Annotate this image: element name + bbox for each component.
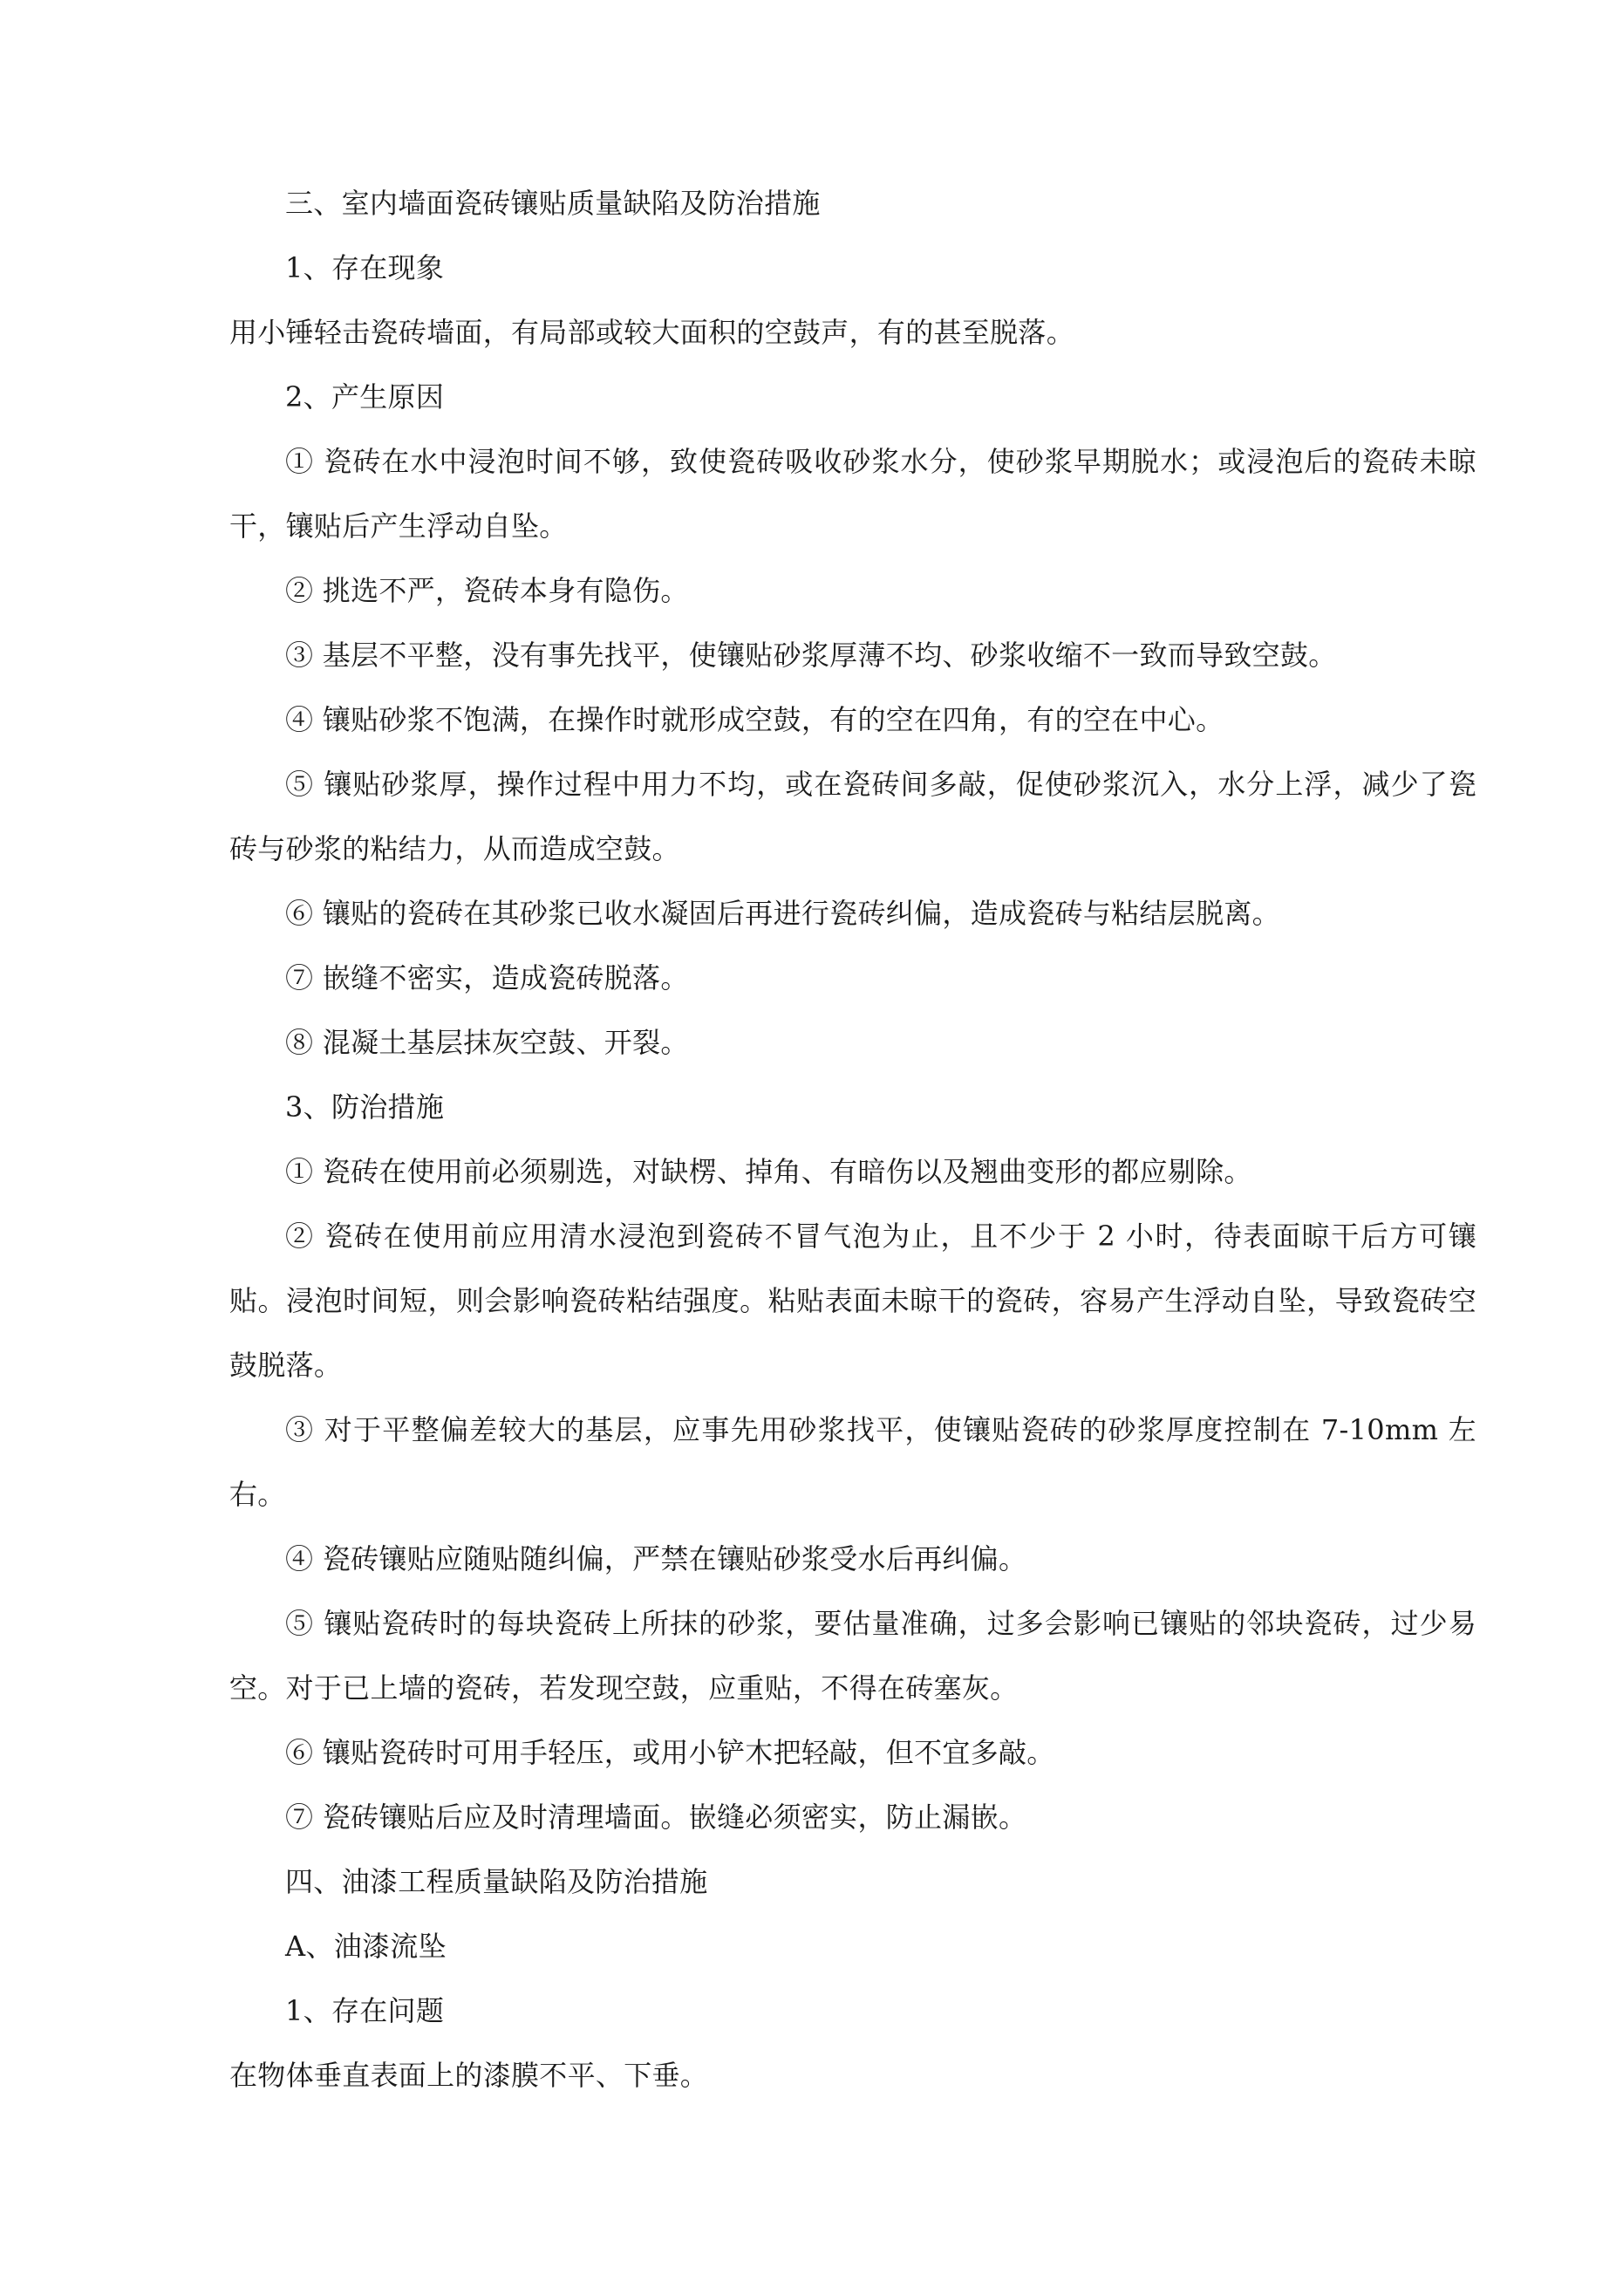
paragraph-problem: 在物体垂直表面上的漆膜不平、下垂。 [229,2059,709,2092]
section-heading-4: 四、油漆工程质量缺陷及防治措施 [285,1865,708,1898]
list-item-measure-4: ④ 瓷砖镶贴应随贴随纠偏，严禁在镶贴砂浆受水后再纠偏。 [285,1542,1027,1575]
list-item-cause-7: ⑦ 嵌缝不密实，造成瓷砖脱落。 [285,961,689,994]
list-item-cause-3: ③ 基层不平整，没有事先找平，使镶贴砂浆厚薄不均、砂浆收缩不一致而导致空鼓。 [285,639,1337,672]
subheading-measures: 3、防治措施 [285,1090,445,1124]
list-item-cause-2: ② 挑选不严，瓷砖本身有隐伤。 [285,574,689,607]
subheading-paint-sagging: A、油漆流坠 [285,1930,447,1963]
list-item-cause-1: ① 瓷砖在水中浸泡时间不够，致使瓷砖吸收砂浆水分，使砂浆早期脱水；或浸泡后的瓷砖未晾干，镶贴后产生浮动自坠。 [229,445,1476,543]
section-heading-3: 三、室内墙面瓷砖镶贴质量缺陷及防治措施 [285,187,821,220]
list-item-measure-1: ① 瓷砖在使用前必须剔选，对缺楞、掉角、有暗伤以及翘曲变形的都应剔除。 [285,1155,1252,1188]
list-item-cause-5: ⑤ 镶贴砂浆厚，操作过程中用力不均，或在瓷砖间多敲，促使砂浆沉入，水分上浮，减少了瓷砖与砂浆的粘结力，从而造成空鼓。 [229,768,1476,865]
list-item-measure-6: ⑥ 镶贴瓷砖时可用手轻压，或用小铲木把轻敲，但不宜多敲。 [285,1736,1055,1769]
subheading-causes: 2、产生原因 [285,380,445,413]
list-item-measure-7: ⑦ 瓷砖镶贴后应及时清理墙面。嵌缝必须密实，防止漏嵌。 [285,1801,1027,1834]
subheading-problem: 1、存在问题 [285,1994,445,2027]
list-item-measure-2: ② 瓷砖在使用前应用清水浸泡到瓷砖不冒气泡为止，且不少于 2 小时，待表面晾干后方可镶贴。浸泡时间短，则会影响瓷砖粘结强度。粘贴表面未晾干的瓷砖，容易产生浮动自坠，导致瓷砖空鼓脱落。 [229,1220,1476,1382]
list-item-measure-3: ③ 对于平整偏差较大的基层，应事先用砂浆找平，使镶贴瓷砖的砂浆厚度控制在 7-10mm 左右。 [229,1413,1476,1511]
subheading-phenomenon: 1、存在现象 [285,251,445,284]
list-item-measure-5: ⑤ 镶贴瓷砖时的每块瓷砖上所抹的砂浆，要估量准确，过多会影响已镶贴的邻块瓷砖，过少易空。对于已上墙的瓷砖，若发现空鼓，应重贴，不得在砖塞灰。 [229,1607,1476,1705]
list-item-cause-6: ⑥ 镶贴的瓷砖在其砂浆已收水凝固后再进行瓷砖纠偏，造成瓷砖与粘结层脱离。 [285,897,1280,930]
document-body [229,171,1476,2108]
list-item-cause-8: ⑧ 混凝土基层抹灰空鼓、开裂。 [285,1026,689,1059]
paragraph-phenomenon: 用小锤轻击瓷砖墙面，有局部或较大面积的空鼓声，有的甚至脱落。 [229,316,1075,349]
list-item-cause-4: ④ 镶贴砂浆不饱满，在操作时就形成空鼓，有的空在四角，有的空在中心。 [285,703,1224,736]
